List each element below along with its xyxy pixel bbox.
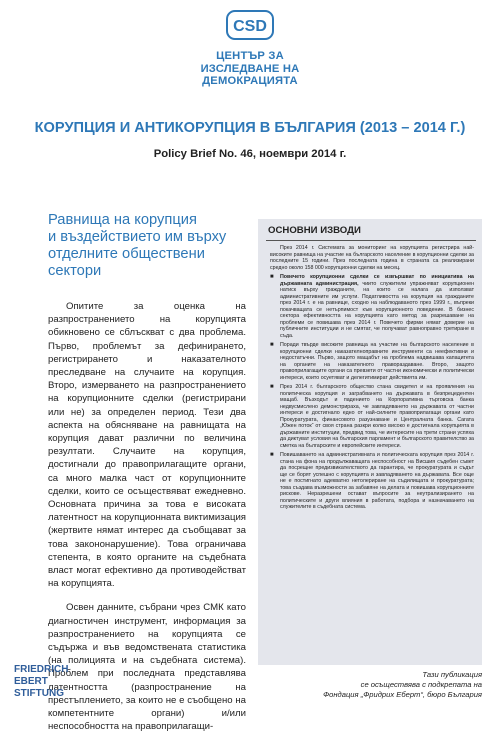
document-title: КОРУПЦИЯ И АНТИКОРУПЦИЯ В БЪЛГАРИЯ (2013 – 2014 Г.)	[34, 120, 466, 136]
finding-text: Поради твърде високите равнища на участие на българското население в корупционни сделки наказателноправните инструменти са неефективни и недостатъчни. Първо, защото мащабът на проблема надвишава капацитета на органите на наказателното правораздаване. Второ, защото правоприлагащите органи са превзети от частни икономически и политически интереси, които осуетяват и делегитимират действията им.	[280, 342, 474, 381]
heading-line: и въздействието им върху	[48, 229, 227, 245]
finding-item	[270, 274, 474, 339]
org-line: ИЗСЛЕДВАНЕ НА	[200, 62, 300, 75]
square-bullet-icon: ■	[270, 342, 274, 348]
main-text	[48, 300, 246, 734]
organization-name	[150, 50, 350, 88]
finding-bold: Повечето корупционни сделки се извършват по инициатива на държавната администрация,	[280, 274, 474, 287]
publication-credit	[318, 670, 482, 700]
square-bullet-icon: ■	[270, 384, 274, 390]
paragraph: Освен данните, събрани чрез СМК като диагностичен инструмент, информация за разпространението на корупцията се съдържа и във ведомствената статистика (на полицията и на съдебната система). Проблем при последната представлява латентността (разпространение на престъплението, за които не е съобщено на компетентните органи) и/или неспособността на правоприлагащи-	[48, 602, 246, 733]
divider	[266, 240, 476, 241]
fes-logo	[14, 661, 74, 699]
square-bullet-icon: ■	[270, 452, 274, 458]
svg-text:CSD: CSD	[233, 18, 267, 35]
svg-text:FRIEDRICH: FRIEDRICH	[14, 664, 69, 675]
finding-item	[270, 452, 474, 511]
credit-line: Тази публикация	[422, 670, 482, 679]
finding-item	[270, 384, 474, 449]
findings-list	[270, 274, 474, 511]
finding-text: чиито служители упражняват корупционен натиск върху гражданите, на които се налага да използват административните им услуги. Податливостта на корупция на гражданите през 2014 г. е на равнище, сходно на наблюдаваното през 1999 г., въпреки покачващата се нетърпимост към корупционното поведение. В бизнес сектора ефективността на корупцията като метод за разрешаване на проблеми се повишава през 2014 г. Повечето фирми нямат доверие на публичните институции и не смятат, че получават равноправно третиране в съда.	[280, 280, 474, 339]
credit-line: Фондация „Фридрих Еберт“, бюро България	[323, 690, 482, 699]
paragraph: Опитите за оценка на разпространението на корупцията обикновено се сблъскват с два проблема. Първо, проблемът за дефинирането, регистрирането и наказателното преследване на случаите на корупция. Второ, измерването на разпространението на корупционните сделки (регистрирани или не) за определен период. Тези два аспекта на обясняване на равнищата на корупция дават различни по величина резултати. Случаите на корупция, достигнали до правоприлагащите органи, са много малка част от корупционните сделки, които се осъществяват ежедневно. Основната причина за това е високата латентност на корупционната виктимизация (жертвите нямат интерес да съобщават за това закононарушение). Това ограничава степента, в която органите на съдебната власт могат ефективно да противодействат на корупцията.	[48, 301, 246, 590]
finding-item	[270, 342, 474, 381]
findings-intro: През 2014 г. Системата за мониторинг на корупцията регистрира най-високите равнища на участие на българското население в корупционни сделки за последните 15 години. През последната година в страната са реализирани средно около 158 000 корупционни сделки на месец.	[270, 245, 474, 271]
square-bullet-icon: ■	[270, 274, 274, 280]
section-heading	[48, 212, 248, 280]
key-findings-body	[270, 245, 474, 514]
key-findings-title: ОСНОВНИ ИЗВОДИ	[268, 225, 361, 236]
heading-line: отделните обществени	[48, 246, 205, 262]
svg-text:STIFTUNG: STIFTUNG	[14, 688, 64, 699]
csd-logo	[226, 10, 274, 44]
org-line: ДЕМОКРАЦИЯТА	[202, 75, 298, 87]
heading-line: сектори	[48, 263, 102, 279]
heading-line: Равнища на корупция	[48, 212, 197, 228]
document-subtitle: Policy Brief No. 46, ноември 2014 г.	[153, 148, 347, 160]
svg-text:EBERT: EBERT	[14, 676, 48, 687]
org-line: ЦЕНТЪР ЗА	[216, 50, 284, 62]
credit-line: се осъществява с подкрепата на	[360, 680, 482, 689]
finding-text: През 2014 г. българското общество стана свидетел и на проявления на политическа корупция и заграбването на държавата в безпрецедентен мащаб. Възходът и падението на Корпоративна търговска банка недвусмислено демонстрираха, че завладяването на държавата от частни интереси е достигнало едно от най-силните правоприлагащи органи като Прокуратурата, финансовото разузнаване и Централната банка. Сагата „Южен поток“ от своя страна разкри колко високо е достигнала корупцията в държавните институции, предвид това, че интересите на трети страни успяха да диктуват условия на българския парламент и българското правителство за сметка на българските и европейските интереси.	[280, 384, 474, 449]
finding-text: Повишаването на административната и политическата корупция през 2014 г. стана на фона на продължаващата неспособност на Висшия съдебен съвет да посрещне предизвикателството да гарантира, че прокуратурата и съдът ще се борят успешно с корупцията и завладяването на държавата. Все още не е постигнато адекватно нетолериране на съдилищата и прокуратурата; това създава възможности за забавяне на делата и повишава корупционните рискове. Неразрешени остават въпросите за неутрализирането на политическите и други влияния в работата, подбора и назначаването на служителите в съдебната система.	[280, 452, 474, 510]
